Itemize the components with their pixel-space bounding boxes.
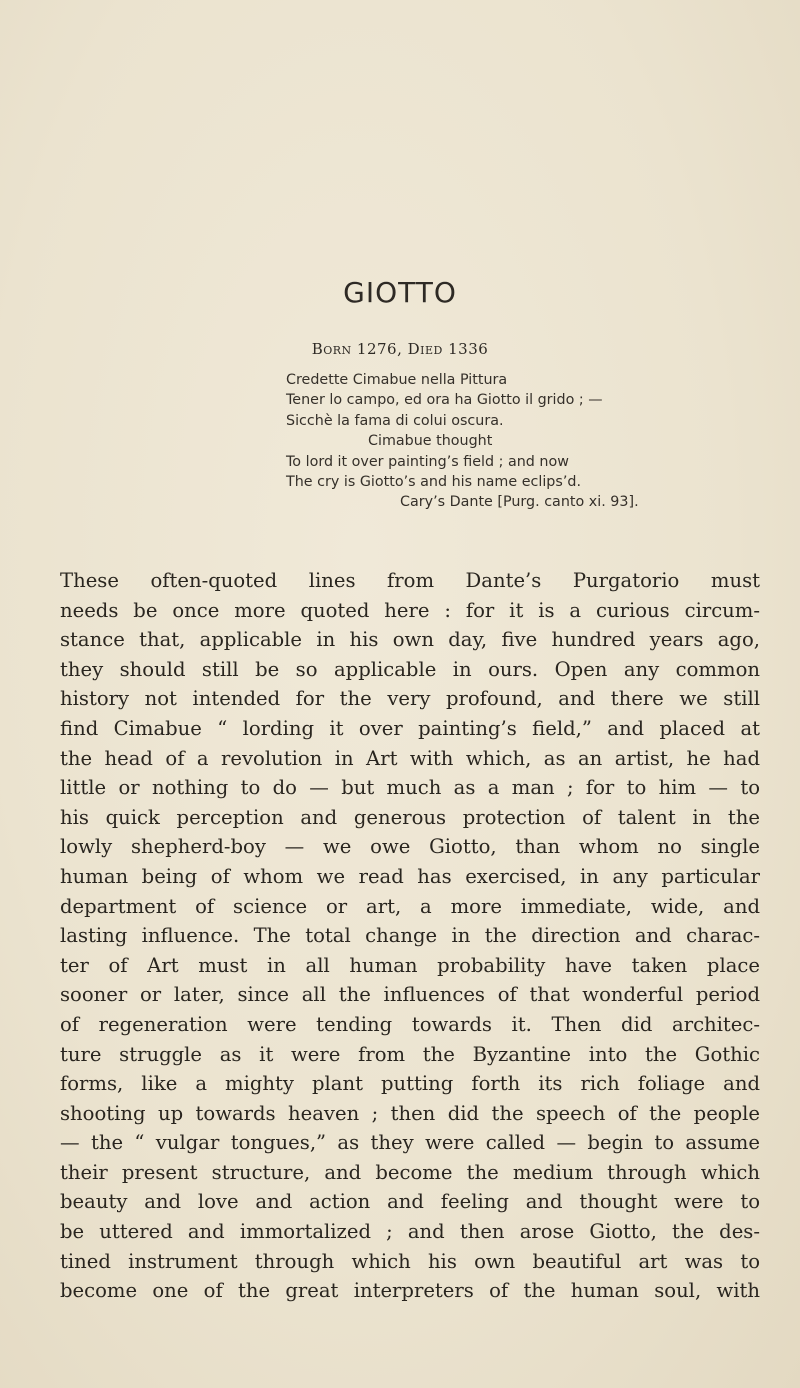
body-line: shooting up towards heaven ; then did the speech of the people — [60, 1101, 760, 1125]
body-line: they should still be so applicable in ours. Open any common — [60, 657, 760, 681]
body-line: sooner or later, since all the influences of that wonderful period — [60, 983, 760, 1007]
body-line: the head of a revolution in Art with which, as an artist, he had — [60, 746, 760, 770]
body-line: history not intended for the very profound, and there we still — [60, 687, 760, 711]
body-line: ture struggle as it were from the Byzantine into the Gothic — [60, 1042, 760, 1066]
epigraph-line: The cry is Giotto’s and his name eclips’d. — [286, 474, 581, 491]
epigraph-line: Sicchè la fama di colui oscura. — [286, 412, 504, 429]
body-line: lasting influence. The total change in the direction and charac- — [60, 924, 760, 948]
body-line: lowly shepherd-boy — we owe Giotto, than whom no single — [60, 835, 760, 859]
body-line: human being of whom we read has exercised, in any particular — [60, 864, 760, 888]
body-line: find Cimabue “ lording it over painting’s field,” and placed at — [60, 716, 760, 740]
epigraph — [286, 370, 756, 513]
body-line: These often-quoted lines from Dante’s Purgatorio must — [60, 569, 760, 592]
body-line: stance that, applicable in his own day, five hundred years ago, — [60, 628, 760, 652]
body-line: be uttered and immortalized ; and then arose Giotto, the des- — [60, 1220, 760, 1244]
body-line: become one of the great interpreters of the human soul, with — [60, 1279, 760, 1303]
body-line: ter of Art must in all human probability have taken place — [60, 953, 760, 977]
chapter-title: GIOTTO — [343, 276, 457, 309]
epigraph-line: Credette Cimabue nella Pittura — [286, 372, 508, 388]
body-line: forms, like a mighty plant putting forth its rich foliage and — [60, 1072, 760, 1096]
body-line: little or nothing to do — but much as a man ; for to him — to — [60, 776, 760, 800]
body-line: his quick perception and generous protection of talent in the — [60, 805, 760, 829]
epigraph-citation: Cary’s Dante [Purg. canto xi. 93]. — [400, 494, 639, 511]
epigraph-line: Cimabue thought — [368, 433, 493, 450]
body-line: their present structure, and become the medium through which — [60, 1160, 760, 1184]
body-line: beauty and love and action and feeling and thought were to — [60, 1190, 760, 1214]
body-line: needs be once more quoted here : for it is a curious circum- — [60, 598, 760, 622]
body-paragraph — [60, 566, 760, 1306]
body-line: tined instrument through which his own beautiful art was to — [60, 1249, 760, 1273]
body-line: department of science or art, a more immediate, wide, and — [60, 894, 760, 918]
body-line: of regeneration were tending towards it. Then did architec- — [60, 1012, 760, 1036]
epigraph-line: Tener lo campo, ed ora ha Giotto il grido ; — — [286, 392, 603, 409]
epigraph-line: To lord it over painting’s field ; and now — [286, 453, 569, 470]
body-line: — the “ vulgar tongues,” as they were called — begin to assume — [60, 1131, 760, 1155]
birth-death-dates: Born 1276, Died 1336 — [311, 340, 489, 358]
